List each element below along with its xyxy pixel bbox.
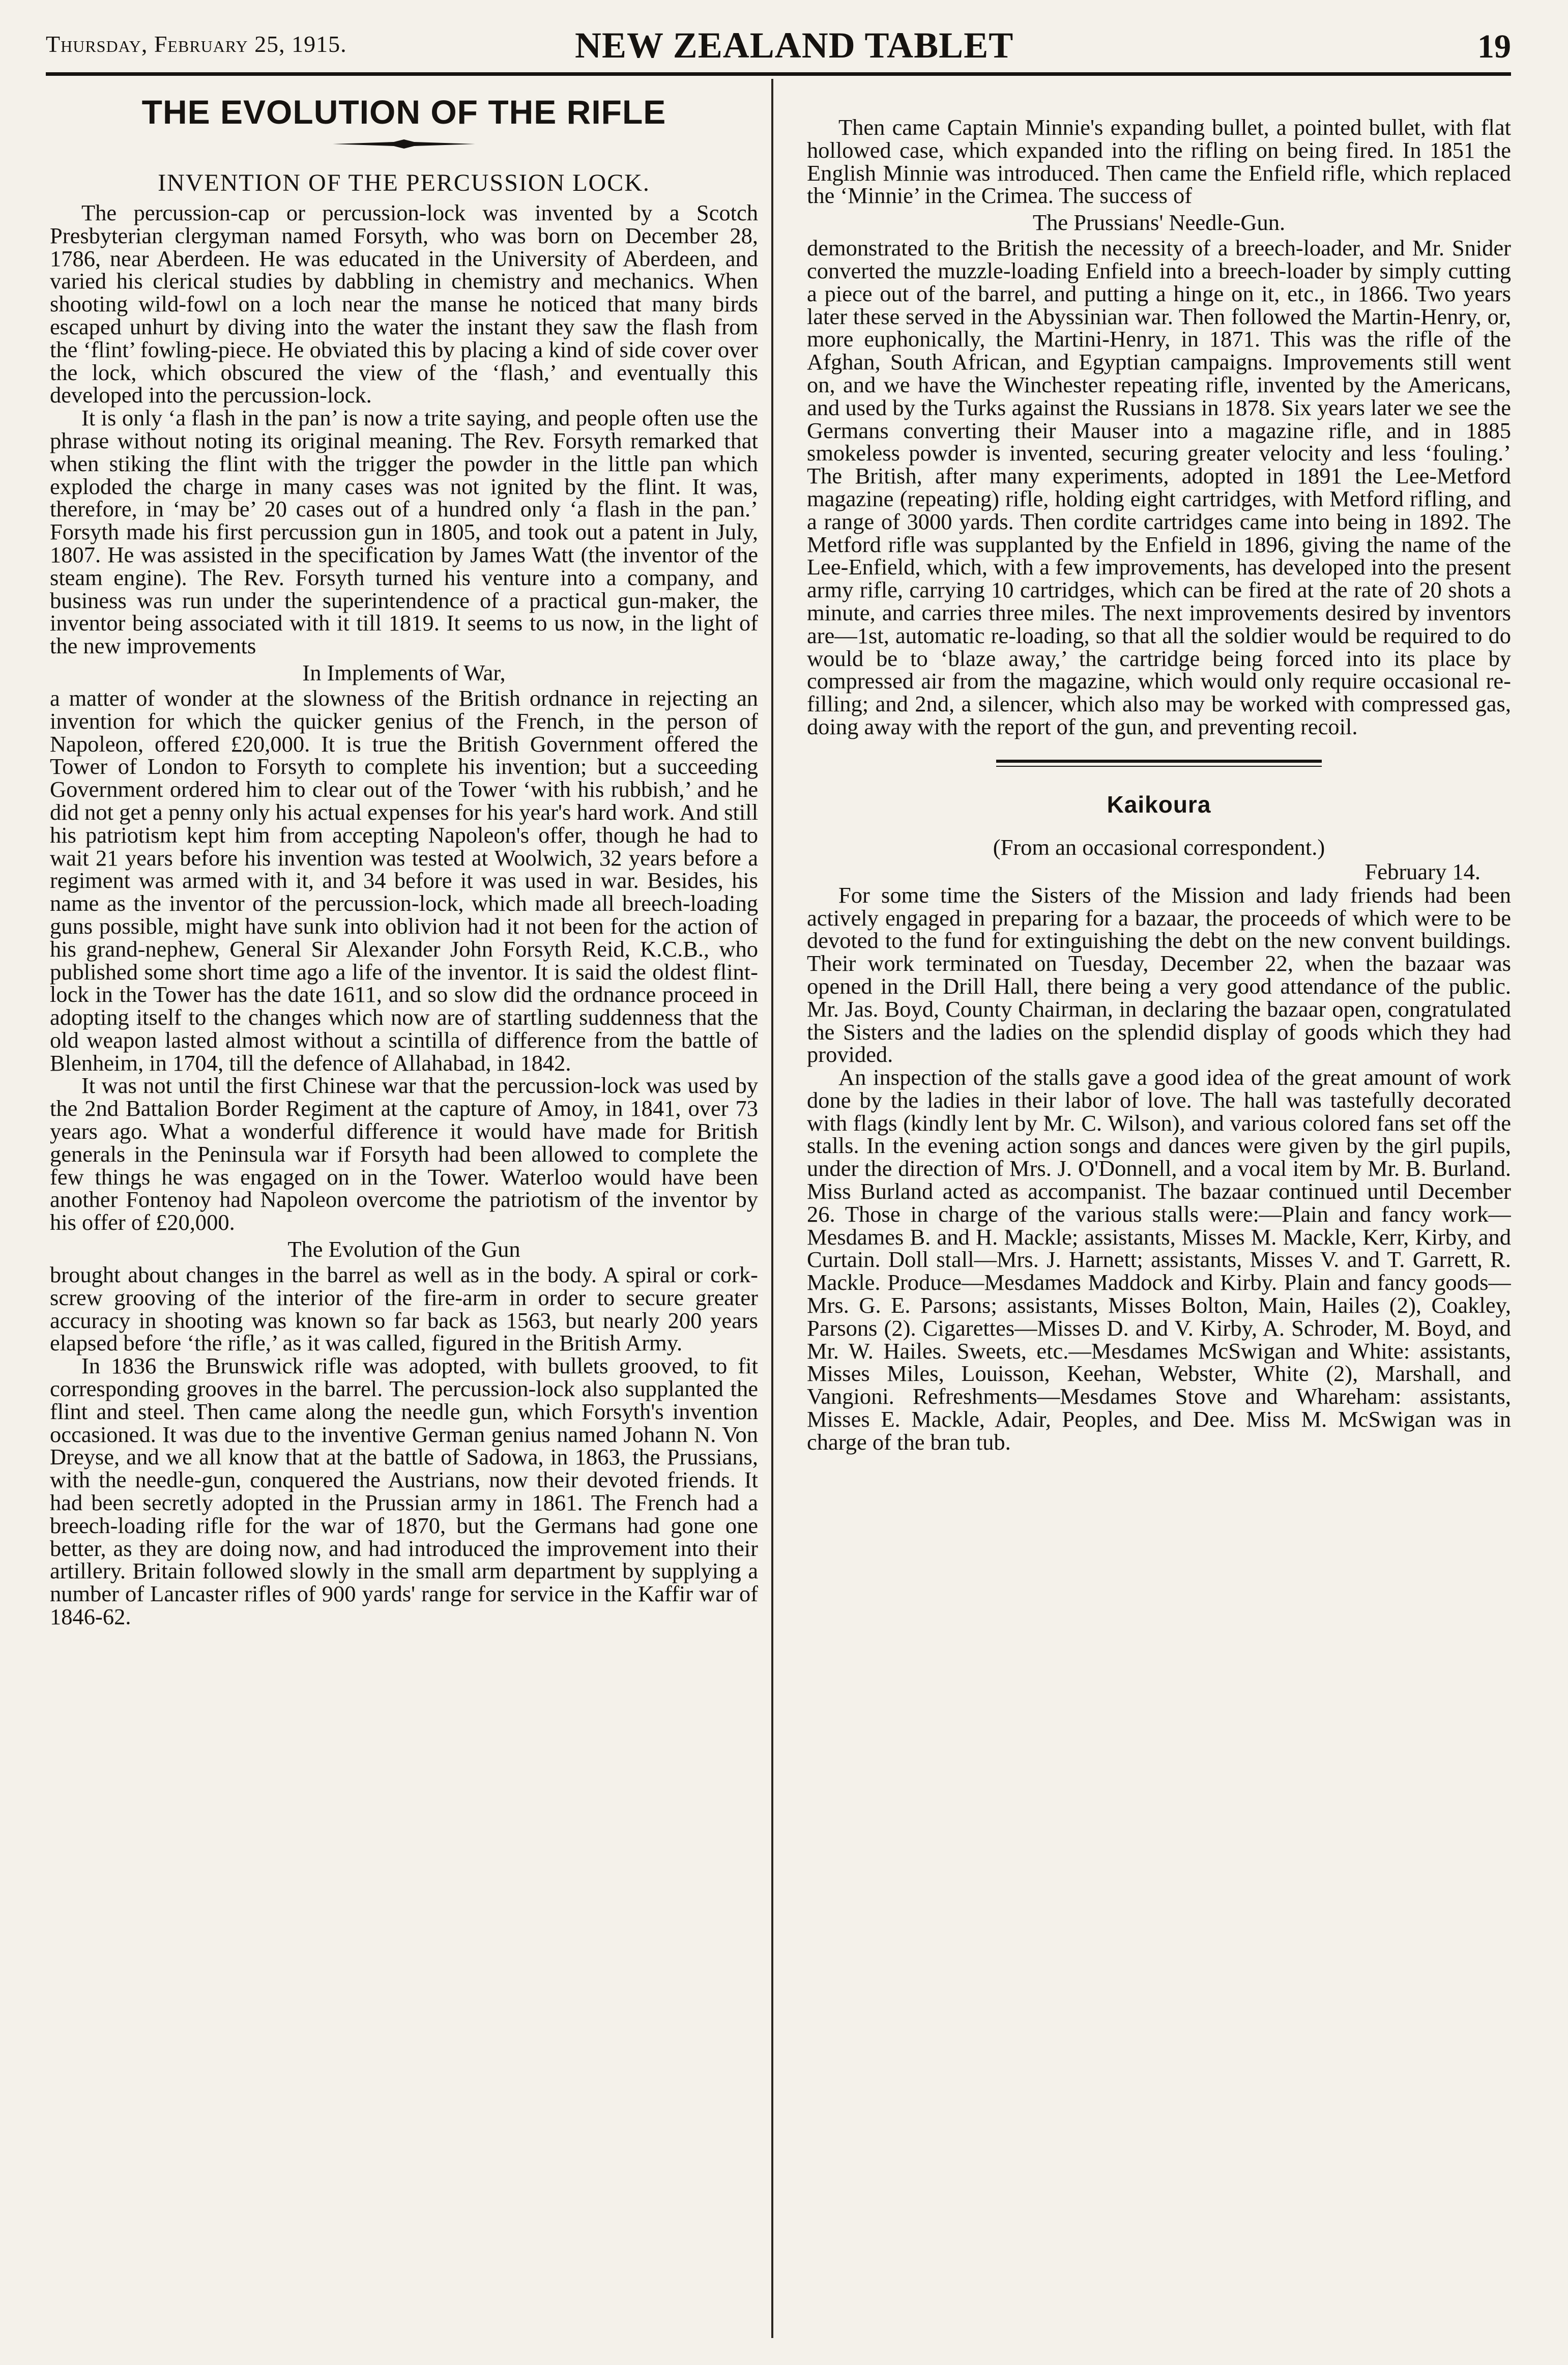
right-column (807, 116, 1511, 2365)
section-separator (996, 760, 1322, 767)
kaikoura-date: February 14. (1364, 858, 1480, 884)
issue-date: Thursday, February 25, 1915. (46, 31, 347, 57)
article-title: THE EVOLUTION OF THE RIFLE (141, 93, 666, 131)
article-paragraph: The percussion-cap or percussion-lock was invented by a Scotch Presbyterian clergyman named Forsyth, who was born on December 28, 1786, near Aberdeen. He was educated in the University of Aberdeen, and varied his clerical studies by dabbling in chemistry and mechanics. When shooting wild-fowl on a loch near the manse he noticed that many birds escaped unhurt by diving into the water the instant they saw the flash from the ‘flint’ fowling-piece. He obviated this by placing a kind of side cover over the lock, which obscured the view of the ‘flash,’ and eventually this developed into the percussion-lock. (50, 200, 758, 408)
subheading-needle-gun: The Prussians' Needle-Gun. (1032, 210, 1286, 236)
subheading-evolution: The Evolution of the Gun (287, 1236, 520, 1262)
article-paragraph: brought about changes in the barrel as well as in the body. A spiral or cork-screw grooving of the interior of the fire-arm in order to secure greater accuracy in shooting was known so far back as 1563, but nearly 200 years elapsed before ‘the rifle,’ as it was called, figured in the British Army. (50, 1262, 758, 1356)
masthead-rule (46, 72, 1511, 76)
section-heading: INVENTION OF THE PERCUSSION LOCK. (158, 169, 650, 196)
article-paragraph: a matter of wonder at the slowness of the British ordnance in rejecting an invention for which the quicker genius of the French, in the person of Napoleon, offered £20,000. It is true the British Government offered the Tower of London to Forsyth to complete his invention; but a succeeding Government ordered him to clear out of the Tower ‘with his rubbish,’ and he did not get a penny only his actual expenses for his year's hard work. And still his patriotism kept him from accepting Napoleon's offer, though he had to wait 21 years before his invention was tested at Woolwich, 32 years before a regiment was armed with it, and 34 before it was used in war. Besides, his name as the inventor of the percussion-lock, which made all breech-loading guns possible, might have sunk into oblivion had it not been for the action of his grand-nephew, General Sir Alexander John Forsyth Reid, K.C.B., who published some short time ago a life of the inventor. It is said the oldest flint-lock in the Tower has the date 1611, and so slow did the ordnance proceed in adopting itself to the changes which now are of startling suddenness that the old weapon lasted almost without a scintilla of difference from the battle of Blenheim, in 1704, till the defence of Allahabad, in 1842. (50, 685, 758, 1076)
article-paragraph: demonstrated to the British the necessity of a breech-loader, and Mr. Snider converted the muzzle-loading Enfield into a breech-loader by simply cutting a piece out of the barrel, and putting a hinge on it, etc., in 1866. Two years later these served in the Abyssinian war. Then followed the Martin-Henry, or, more euphonically, the Martini-Henry, in 1871. This was the rifle of the Afghan, South African, and Egyptian campaigns. Improvements still went on, and we have the Winchester repeating rifle, invented by the Americans, and used by the Turks against the Russians in 1878. Six years later we see the Germans converting their Mauser into a magazine rifle, and in 1885 smokeless powder is invented, securing greater velocity and less ‘fouling.’ The British, after many experiments, adopted in 1891 the Lee-Metford magazine (repeating) rifle, holding eight cartridges, with Metford rifling, and a range of 3000 yards. Then cordite cartridges came into being in 1892. The Metford rifle was supplanted by the Enfield in 1896, giving the name of the Lee-Enfield, which, with a few improvements, has developed into the present army rifle, carrying 10 cartridges, which can be fired at the rate of 20 shots a minute, and carries three miles. The next improvements desired by inventors are—1st, automatic re-loading, so that all the soldier would be required to do would be to ‘blaze away,’ the cartridge being forced into its place by compressed air from the magazine, which would only require occasional re-filling; and 2nd, a silencer, which also may be worked with compressed gas, doing away with the report of the gun, and preventing recoil. (807, 235, 1511, 739)
masthead (46, 24, 1511, 71)
column-divider (771, 79, 773, 2338)
kaikoura-paragraph: For some time the Sisters of the Mission and lady friends had been actively engaged in preparing for a bazaar, the proceeds of which were to be devoted to the fund for extinguishing the debt on the new convent buildings. Their work terminated on Tuesday, December 22, when the bazaar was opened in the Drill Hall, there being a very good attendance of the public. Mr. Jas. Boyd, County Chairman, in declaring the bazaar open, congratulated the Sisters and the ladies on the splendid display of goods which they had provided. (807, 882, 1511, 1068)
kaikoura-title: Kaikoura (1107, 791, 1211, 818)
title-ornament-icon (333, 137, 475, 151)
kaikoura-byline: (From an occasional correspondent.) (993, 834, 1325, 860)
article-paragraph: In 1836 the Brunswick rifle was adopted, with bullets grooved, to fit corresponding grooves in the barrel. The percussion-lock also supplanted the flint and steel. Then came along the needle gun, which Forsyth's invention occasioned. It was due to the inventive German genius named Johann N. Von Dreyse, and we all know that at the battle of Sadowa, in 1863, the Prussians, with the needle-gun, conquered the Austrians, now their devoted friends. It had been secretly adopted in the Prussian army in 1861. The French had a breech-loading rifle for the war of 1870, but the Germans had gone one better, as they are doing now, and had introduced the improvement into their artillery. Britain followed slowly in the small arm department by supplying a number of Lancaster rifles of 900 yards' range for service in the Kaffir war of 1846-62. (50, 1353, 758, 1630)
kaikoura-paragraph: An inspection of the stalls gave a good idea of the great amount of work done by the ladies in their labor of love. The hall was tastefully decorated with flags (kindly lent by Mr. C. Wilson), and various colored fans set off the stalls. In the evening action songs and dances were given by the girl pupils, under the direction of Mrs. J. O'Donnell, and a vocal item by Mr. B. Burland. Miss Burland acted as accompanist. The bazaar continued until December 26. Those in charge of the various stalls were:—Plain and fancy work—Mesdames B. and H. Mackle; assistants, Misses M. Mackle, Kerr, Kirby, and Curtain. Doll stall—Mrs. J. Harnett; assistants, Misses V. and T. Garrett, R. Mackle. Produce—Mesdames Maddock and Kirby. Plain and fancy goods—Mrs. G. E. Parsons; assistants, Misses Bolton, Main, Hailes (2), Coakley, Parsons (2). Cigarettes—Misses D. and V. Kirby, A. Schroder, M. Boyd, and Mr. W. Hailes. Sweets, etc.—Mesdames McSwigan and White: assistants, Misses Miles, Louisson, Keehan, Webster, White (2), Marshall, and Vangioni. Refreshments—Mesdames Stove and Whareham: assistants, Misses E. Mackle, Adair, Peoples, and Dee. Miss M. McSwigan was in charge of the bran tub. (807, 1064, 1511, 1455)
page-number: 19 (1477, 28, 1511, 65)
article-paragraph: It was not until the first Chinese war that the percussion-lock was used by the 2nd Battalion Border Regiment at the capture of Amoy, in 1841, over 73 years ago. What a wonderful difference it would have made for British generals in the Peninsula war if Forsyth had been allowed to complete the few things he was engaged on in the Tower. Waterloo would have been another Fontenoy had Napoleon overcome the patriotism of the inventor by his offer of £20,000. (50, 1073, 758, 1235)
subheading-implements: In Implements of War, (302, 659, 506, 685)
publication-title: NEW ZEALAND TABLET (575, 25, 1014, 66)
article-paragraph: It is only ‘a flash in the pan’ is now a trite saying, and people often use the phrase without noting its original meaning. The Rev. Forsyth remarked that when stiking the flint with the trigger the powder in the little pan which exploded the charge in many cases was not ignited by the flint. It was, therefore, in ‘may be’ 20 cases out of a hundred only ‘a flash in the pan.’ Forsyth made his first percussion gun in 1805, and took out a patent in July, 1807. He was assisted in the specification by James Watt (the inventor of the steam engine). The Rev. Forsyth turned his venture into a company, and business was run under the superintendence of a practical gun-maker, the inventor being associated with it till 1819. It seems to us now, in the light of the new improvements (50, 405, 758, 659)
article-paragraph: Then came Captain Minnie's expanding bullet, a pointed bullet, with flat hollowed case, which expanded into the rifling on being fired. In 1851 the English Minnie was introduced. Then came the Enfield rifle, which replaced the ‘Minnie’ in the Crimea. The success of (807, 116, 1511, 209)
left-column (50, 92, 758, 2341)
